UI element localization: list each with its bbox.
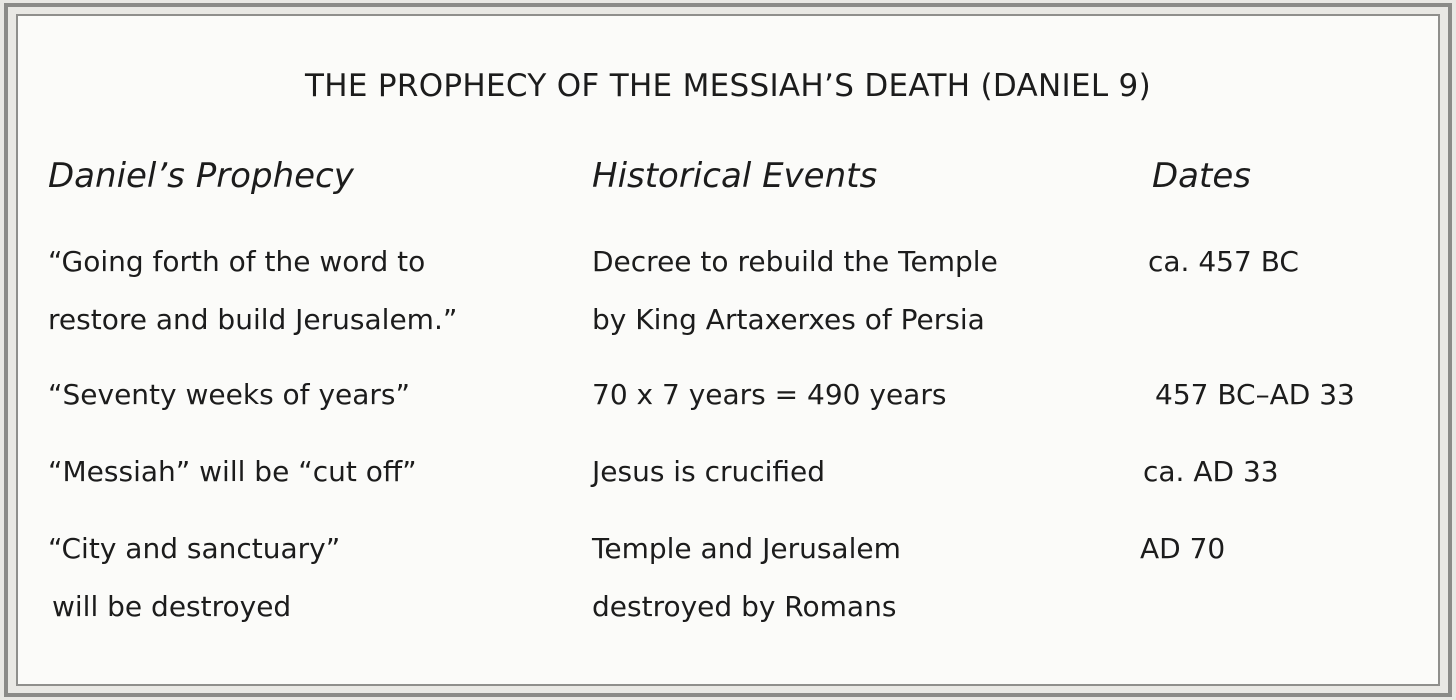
row-2-event-line-1: 70 x 7 years = 490 years xyxy=(592,378,947,411)
header-prophecy: Daniel’s Prophecy xyxy=(48,156,354,196)
row-4-prophecy-line-1: “City and sanctuary” xyxy=(48,532,341,565)
header-dates: Dates xyxy=(1152,156,1251,196)
header-events: Historical Events xyxy=(592,156,878,196)
row-3-date: ca. AD 33 xyxy=(1143,455,1279,488)
row-4-prophecy xyxy=(48,520,340,636)
row-4-event xyxy=(592,520,901,636)
row-3-prophecy-line-1: “Messiah” will be “cut off” xyxy=(48,455,417,488)
row-1-event-line-2: by King Artaxerxes of Persia xyxy=(592,303,985,336)
row-4-prophecy-line-2: will be destroyed xyxy=(52,590,292,623)
page-title: THE PROPHECY OF THE MESSIAH’S DEATH (DANIEL 9) xyxy=(305,68,1151,104)
row-1-prophecy-line-2: restore and build Jerusalem.” xyxy=(48,303,458,336)
row-2-date: 457 BC–AD 33 xyxy=(1155,378,1355,411)
row-4-event-line-2: destroyed by Romans xyxy=(592,590,897,623)
row-2-event xyxy=(592,366,946,424)
row-2-prophecy-line-1: “Seventy weeks of years” xyxy=(48,378,411,411)
row-3-event-line-1: Jesus is crucified xyxy=(592,455,826,488)
row-1-event-line-1: Decree to rebuild the Temple xyxy=(592,245,998,278)
row-2-prophecy xyxy=(48,366,410,424)
row-1-date: ca. 457 BC xyxy=(1148,245,1299,278)
row-3-prophecy xyxy=(48,443,417,501)
row-1-prophecy-line-1: “Going forth of the word to xyxy=(48,245,426,278)
row-1-event xyxy=(592,233,998,349)
row-3-event xyxy=(592,443,825,501)
row-4-date: AD 70 xyxy=(1140,532,1226,565)
row-1-prophecy xyxy=(48,233,457,349)
row-4-event-line-1: Temple and Jerusalem xyxy=(592,532,901,565)
